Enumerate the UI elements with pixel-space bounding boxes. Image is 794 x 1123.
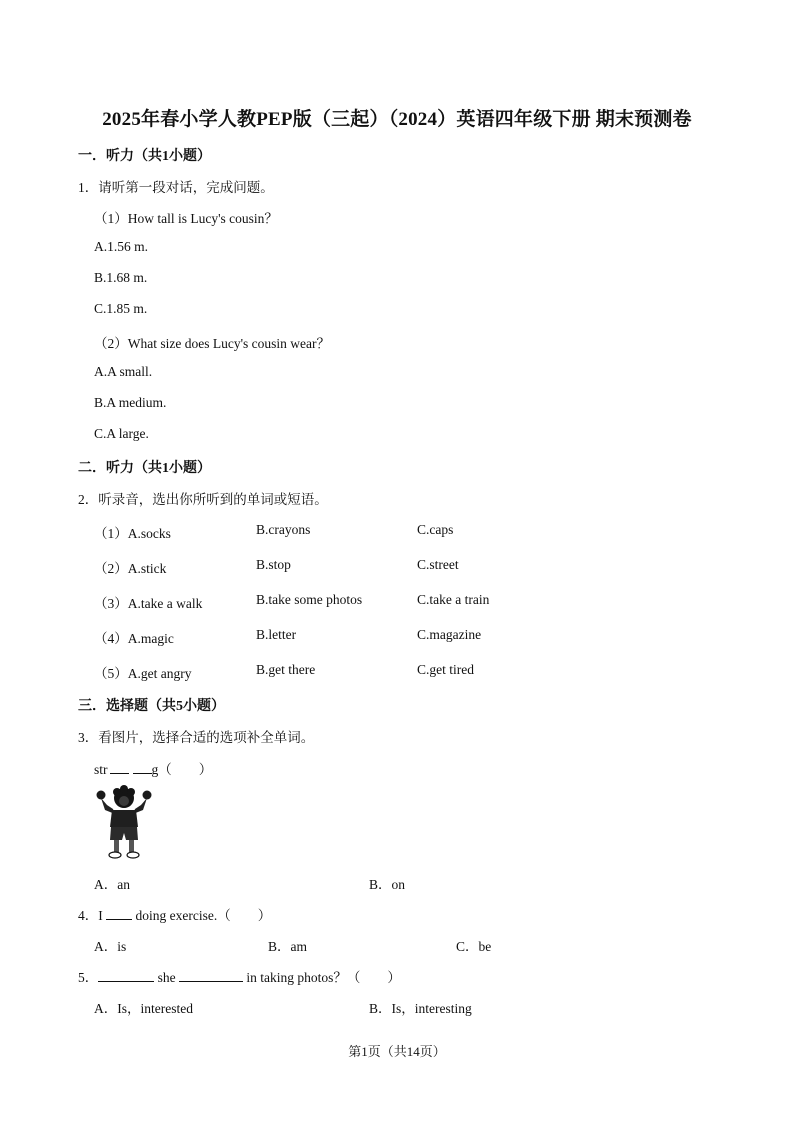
question-1-1-option-b[interactable]: B.1.68 m.: [94, 270, 148, 285]
question-5-option-b[interactable]: B．Is，interesting: [369, 1001, 472, 1016]
question-4-end: doing exercise.（ ）: [132, 908, 272, 923]
question-2-stem: 2．听录音，选出你所听到的单词或短语。: [78, 492, 328, 507]
question-2-5-option-b[interactable]: B.get there: [256, 662, 316, 677]
question-5-num: 5．: [78, 970, 99, 985]
question-2-2-option-a[interactable]: （2）A.stick: [94, 561, 167, 576]
section-heading-listening-2: 二．听力（共1小题）: [78, 461, 211, 476]
question-2-4-option-b[interactable]: B.letter: [256, 627, 297, 642]
question-4-start: 4．I: [78, 908, 107, 923]
question-5-blank-2[interactable]: [179, 980, 243, 982]
question-2-5-option-c[interactable]: C.get tired: [417, 662, 474, 677]
question-4-blank[interactable]: [106, 918, 132, 920]
question-4-option-a[interactable]: A．is: [94, 939, 127, 954]
question-4-stem: [78, 904, 271, 924]
question-1-1-option-a[interactable]: A.1.56 m.: [94, 239, 148, 254]
question-3-stem: 3．看图片，选择合适的选项补全单词。: [78, 730, 315, 745]
word-end: g: [151, 762, 159, 777]
question-2-2-option-c[interactable]: C.street: [417, 557, 459, 572]
answer-paren: （ ）: [158, 762, 213, 777]
question-5-stem: [78, 966, 401, 986]
question-2-4-option-a[interactable]: （4）A.magic: [94, 631, 174, 646]
question-2-3-option-a[interactable]: （3）A.take a walk: [94, 596, 203, 611]
page-footer: 第1页（共14页）: [348, 1044, 446, 1059]
question-2-1-option-b[interactable]: B.crayons: [256, 522, 311, 537]
blank-2[interactable]: [133, 772, 152, 774]
question-3-word: [94, 758, 212, 778]
question-5-mid: she: [154, 970, 179, 985]
question-1-part-1: （1）How tall is Lucy's cousin？: [94, 211, 278, 226]
question-2-5-option-a[interactable]: （5）A.get angry: [94, 666, 192, 681]
question-4-option-b[interactable]: B．am: [268, 939, 307, 954]
question-2-1-option-c[interactable]: C.caps: [417, 522, 454, 537]
question-1-stem: 1．请听第一段对话，完成问题。: [78, 180, 274, 195]
question-1-1-option-c[interactable]: C.1.85 m.: [94, 301, 148, 316]
question-2-1-option-a[interactable]: （1）A.socks: [94, 526, 171, 541]
question-3-option-a[interactable]: A．an: [94, 877, 130, 892]
blank-1[interactable]: [110, 772, 129, 774]
question-1-2-option-c[interactable]: C.A large.: [94, 426, 149, 441]
question-5-blank-1[interactable]: [98, 980, 154, 982]
question-2-3-option-c[interactable]: C.take a train: [417, 592, 490, 607]
question-2-3-option-b[interactable]: B.take some photos: [256, 592, 363, 607]
section-heading-multiple-choice: 三．选择题（共5小题）: [78, 699, 225, 714]
question-1-2-option-b[interactable]: B.A medium.: [94, 395, 167, 410]
question-1-part-2: （2）What size does Lucy's cousin wear？: [94, 336, 330, 351]
page-title: 2025年春小学人教PEP版（三起）（2024）英语四年级下册 期末预测卷: [102, 109, 692, 130]
question-2-4-option-c[interactable]: C.magazine: [417, 627, 482, 642]
section-heading-listening-1: 一．听力（共1小题）: [78, 149, 211, 164]
question-3-option-b[interactable]: B．on: [369, 877, 406, 892]
question-4-option-c[interactable]: C．be: [456, 939, 492, 954]
question-5-end: in taking photos？（ ）: [243, 970, 401, 985]
strong-boy-image: [95, 783, 153, 861]
question-5-option-a[interactable]: A．Is，interested: [94, 1001, 193, 1016]
question-2-2-option-b[interactable]: B.stop: [256, 557, 291, 572]
question-1-2-option-a[interactable]: A.A small.: [94, 364, 153, 379]
word-start: str: [94, 762, 108, 777]
